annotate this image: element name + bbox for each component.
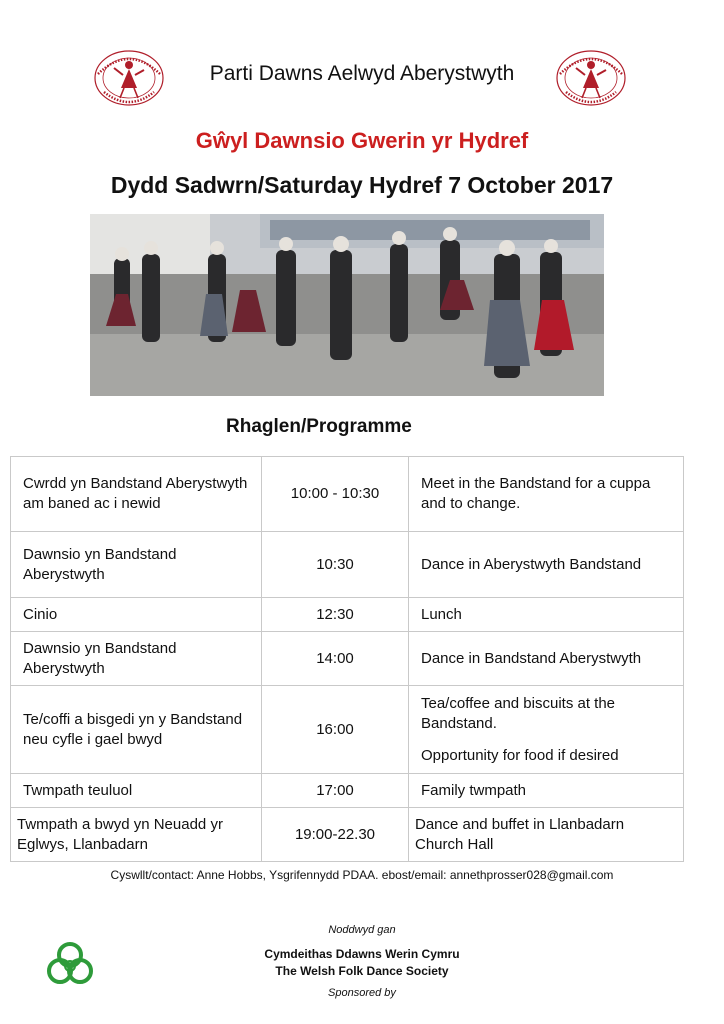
organisation-name: Parti Dawns Aelwyd Aberystwyth (209, 62, 515, 85)
table-row (11, 808, 684, 862)
english-cell: Lunch (409, 598, 684, 632)
contact-line: Cyswllt/contact: Anne Hobbs, Ysgrifennydd PDAA. ebost/email: annethprosser028@gmail.com (110, 868, 614, 882)
festival-title: Gŵyl Dawnsio Gwerin yr Hydref (195, 128, 529, 153)
english-line: Tea/coffee and biscuits at the Bandstand. (421, 694, 616, 732)
table-row (11, 457, 684, 532)
time-cell: 10:30 (262, 532, 409, 598)
sponsor-name-welsh: Cymdeithas Ddawns Werin Cymru (264, 947, 460, 961)
time-cell: 17:00 (262, 774, 409, 808)
folk-dancers-photo (90, 214, 604, 396)
table-row (11, 532, 684, 598)
english-cell: Dance in Bandstand Aberystwyth (409, 632, 684, 686)
time-cell: 14:00 (262, 632, 409, 686)
english-cell (409, 686, 684, 774)
sponsor-name-english: The Welsh Folk Dance Society (275, 964, 449, 978)
english-cell: Dance in Aberystwyth Bandstand (409, 532, 684, 598)
sponsor-name (0, 946, 724, 980)
english-cell: Family twmpath (409, 774, 684, 808)
programme-table (10, 456, 684, 862)
society-logo-right (552, 48, 630, 108)
table-row (11, 774, 684, 808)
time-cell: 10:00 - 10:30 (262, 457, 409, 532)
time-cell: 16:00 (262, 686, 409, 774)
welsh-cell: Cwrdd yn Bandstand Aberystwyth am baned ac i newid (11, 457, 262, 532)
welsh-cell: Twmpath a bwyd yn Neuadd yr Eglwys, Llanbadarn (11, 808, 262, 862)
welsh-cell: Dawnsio yn Bandstand Aberystwyth (11, 532, 262, 598)
welsh-cell: Cinio (11, 598, 262, 632)
sponsored-label-welsh: Noddwyd gan (328, 924, 396, 936)
sponsored-label-english: Sponsored by (328, 987, 396, 999)
table-row (11, 686, 684, 774)
welsh-cell: Te/coffi a bisgedi yn y Bandstand neu cyfle i gael bwyd (11, 686, 262, 774)
programme-title: Rhaglen/Programme (226, 416, 412, 437)
event-date: Dydd Sadwrn/Saturday Hydref 7 October 2017 (110, 172, 614, 198)
english-cell: Meet in the Bandstand for a cuppa and to change. (409, 457, 684, 532)
time-cell: 12:30 (262, 598, 409, 632)
table-row (11, 598, 684, 632)
table-row (11, 632, 684, 686)
welsh-cell: Dawnsio yn Bandstand Aberystwyth (11, 632, 262, 686)
english-line-extra: Opportunity for food if desired (421, 746, 619, 764)
welsh-cell: Twmpath teuluol (11, 774, 262, 808)
english-cell: Dance and buffet in Llanbadarn Church Hall (409, 808, 684, 862)
time-cell: 19:00-22.30 (262, 808, 409, 862)
